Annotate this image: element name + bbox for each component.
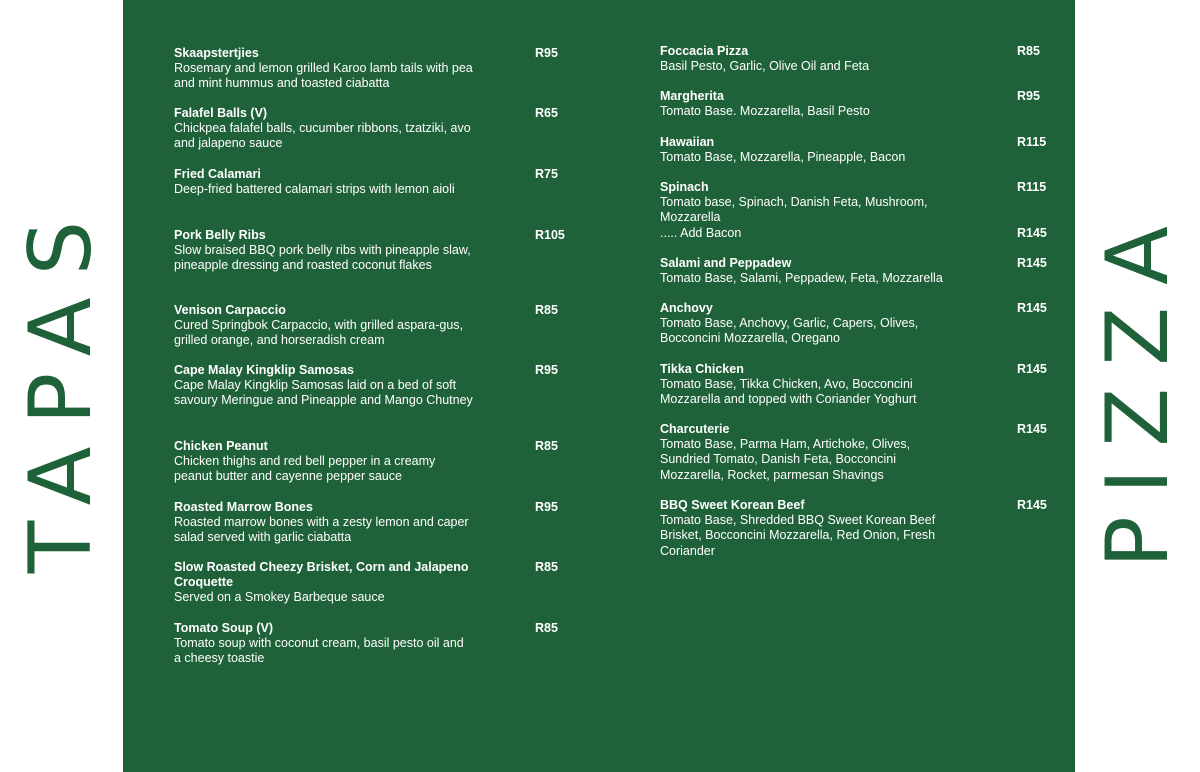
item-price: R115 xyxy=(1017,135,1047,149)
item-description: Roasted marrow bones with a zesty lemon and caper salad served with garlic ciabatta xyxy=(174,515,469,545)
menu-item xyxy=(174,621,574,667)
item-name: Charcuterie xyxy=(660,422,730,436)
item-description: Cape Malay Kingklip Samosas laid on a bed of soft savoury Meringue and Pineapple and Mango Chutney xyxy=(174,378,473,408)
menu-item xyxy=(660,362,1060,408)
item-description: Tomato Base. Mozzarella, Basil Pesto xyxy=(660,104,870,119)
menu-item xyxy=(660,180,1060,226)
item-description: Tomato Base, Mozzarella, Pineapple, Bacon xyxy=(660,150,906,165)
item-name: Tomato Soup (V) xyxy=(174,621,274,635)
item-name: Venison Carpaccio xyxy=(174,303,286,317)
item-price: R145 xyxy=(1017,256,1047,270)
item-name: BBQ Sweet Korean Beef xyxy=(660,498,805,512)
item-name: Pork Belly Ribs xyxy=(174,228,266,242)
menu-item xyxy=(660,301,1060,347)
item-price: R85 xyxy=(1017,44,1040,58)
addon-price: R145 xyxy=(1017,226,1047,240)
menu-item xyxy=(660,256,1060,286)
menu-item xyxy=(174,363,574,409)
item-name: Fried Calamari xyxy=(174,167,261,181)
item-name: Hawaiian xyxy=(660,135,715,149)
item-name: Salami and Peppadew xyxy=(660,256,792,270)
item-price: R85 xyxy=(535,560,558,574)
item-price: R75 xyxy=(535,167,558,181)
item-name: Chicken Peanut xyxy=(174,439,268,453)
menu-item xyxy=(660,422,1060,483)
item-price: R65 xyxy=(535,106,558,120)
item-price: R95 xyxy=(535,46,558,60)
menu-item xyxy=(660,44,1060,74)
tapas-section-title-wrap xyxy=(0,0,123,772)
item-description: Basil Pesto, Garlic, Olive Oil and Feta xyxy=(660,59,870,74)
item-price: R145 xyxy=(1017,422,1047,436)
item-description: Tomato Base, Tikka Chicken, Avo, Bocconcini Mozzarella and topped with Coriander Yoghurt xyxy=(660,377,917,407)
item-name: Foccacia Pizza xyxy=(660,44,749,58)
item-description: Tomato Base, Salami, Peppadew, Feta, Mozzarella xyxy=(660,271,943,286)
item-price: R115 xyxy=(1017,180,1047,194)
item-price: R85 xyxy=(535,439,558,453)
item-price: R85 xyxy=(535,621,558,635)
item-name: Margherita xyxy=(660,89,724,103)
tapas-section-title: TAPAS xyxy=(11,198,112,574)
item-description: Tomato Base, Parma Ham, Artichoke, Olives, Sundried Tomato, Danish Feta, Bocconcini Mozzarella, Rocket, parmesan Shavings xyxy=(660,437,911,482)
item-price: R85 xyxy=(535,303,558,317)
item-price: R105 xyxy=(535,228,565,242)
add-bacon-option xyxy=(660,226,1060,241)
menu-item xyxy=(174,439,574,485)
pizza-section-title: PIZZA xyxy=(1087,204,1188,568)
item-price: R95 xyxy=(535,363,558,377)
item-price: R145 xyxy=(1017,498,1047,512)
item-description: Tomato Base, Shredded BBQ Sweet Korean Beef Brisket, Bocconcini Mozzarella, Red Onion, Fresh Coriander xyxy=(660,513,936,558)
menu-item xyxy=(660,498,1060,559)
pizza-section-title-wrap xyxy=(1075,0,1200,772)
menu-item xyxy=(660,89,1060,119)
item-name: Skaapstertjies xyxy=(174,46,259,60)
item-description: Cured Springbok Carpaccio, with grilled aspara-gus, grilled orange, and horseradish cream xyxy=(174,318,464,348)
item-description: Served on a Smokey Barbeque sauce xyxy=(174,590,385,605)
addon-label: ..... Add Bacon xyxy=(660,226,742,240)
menu-item xyxy=(174,46,574,92)
item-name: Roasted Marrow Bones xyxy=(174,500,313,514)
menu-item xyxy=(174,500,574,546)
item-price: R95 xyxy=(535,500,558,514)
item-name: Falafel Balls (V) xyxy=(174,106,268,120)
item-name: Slow Roasted Cheezy Brisket, Corn and Jalapeno Croquette xyxy=(174,560,469,590)
menu-item xyxy=(174,560,574,606)
item-price: R145 xyxy=(1017,362,1047,376)
menu-item xyxy=(660,135,1060,165)
item-description: Rosemary and lemon grilled Karoo lamb tails with pea and mint hummus and toasted ciabatta xyxy=(174,61,473,91)
menu-item xyxy=(174,303,574,349)
item-name: Spinach xyxy=(660,180,709,194)
item-description: Chickpea falafel balls, cucumber ribbons, tzatziki, avo and jalapeno sauce xyxy=(174,121,471,151)
item-price: R145 xyxy=(1017,301,1047,315)
item-description: Tomato base, Spinach, Danish Feta, Mushroom, Mozzarella xyxy=(660,195,928,225)
menu-item xyxy=(174,106,574,152)
menu-item xyxy=(174,167,574,197)
item-description: Chicken thighs and red bell pepper in a creamy peanut butter and cayenne pepper sauce xyxy=(174,454,436,484)
item-description: Tomato soup with coconut cream, basil pesto oil and a cheesy toastie xyxy=(174,636,464,666)
item-description: Slow braised BBQ pork belly ribs with pineapple slaw, pineapple dressing and roasted coconut flakes xyxy=(174,243,471,273)
menu-item xyxy=(174,228,574,274)
item-name: Tikka Chicken xyxy=(660,362,744,376)
item-description: Tomato Base, Anchovy, Garlic, Capers, Olives, Bocconcini Mozzarella, Oregano xyxy=(660,316,919,346)
item-description: Deep-fried battered calamari strips with lemon aioli xyxy=(174,182,455,197)
item-name: Cape Malay Kingklip Samosas xyxy=(174,363,354,377)
item-price: R95 xyxy=(1017,89,1040,103)
item-name: Anchovy xyxy=(660,301,713,315)
